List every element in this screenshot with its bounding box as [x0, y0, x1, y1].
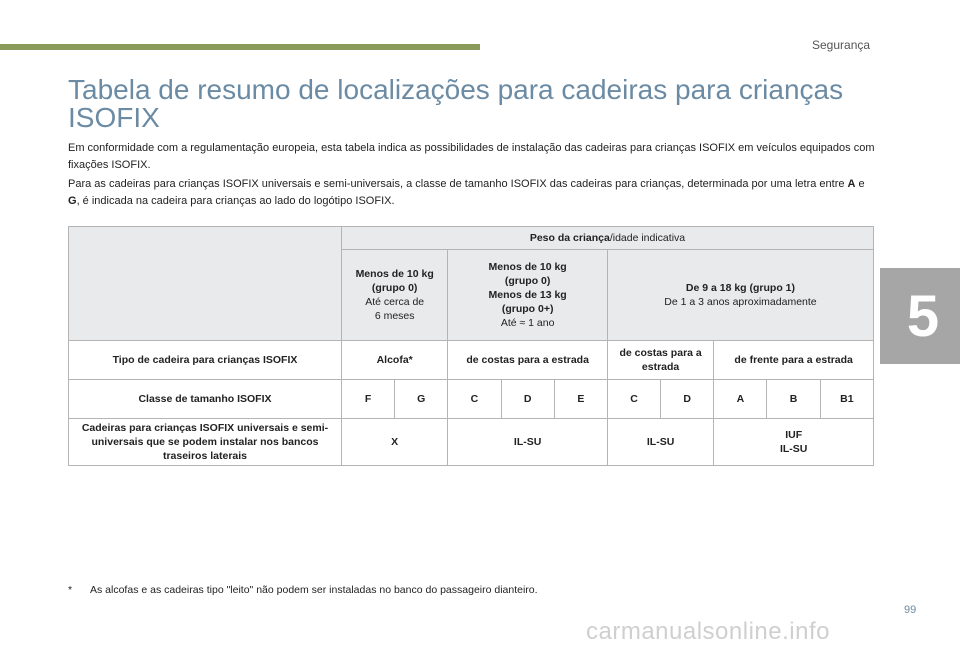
- group-weight: Menos de 13 kg: [488, 289, 567, 301]
- weight-header-cell: [341, 227, 873, 250]
- table-row: [69, 341, 874, 380]
- size-cell: D: [501, 380, 554, 419]
- chapter-number: 5: [906, 283, 940, 349]
- paragraph-text: , é indicada na cadeira para crianças ao lado do logótipo ISOFIX.: [76, 195, 395, 207]
- group-0plus-cell: [448, 250, 608, 341]
- universal-label-cell: Cadeiras para crianças ISOFIX universais e semi-universais que se podem instalar nos bancos traseiros laterais: [69, 419, 342, 466]
- header-accent-bar: [0, 44, 480, 50]
- intro-paragraph: Em conformidade com a regulamentação europeia, esta tabela indica as possibilidades de instalação das cadeiras para crianças ISOFIX em veículos equipados com fixações ISOFIX.: [68, 142, 875, 171]
- table-row: [69, 419, 874, 466]
- universal-value-cell: IL-SU: [448, 419, 608, 466]
- universal-value-cell: [714, 419, 874, 466]
- group-age: 6 meses: [374, 310, 415, 322]
- group-weight: Menos de 10 kg: [488, 261, 567, 273]
- paragraph-text: e: [855, 178, 865, 190]
- size-class-g: G: [68, 195, 77, 207]
- group-weight: De 9 a 18 kg (grupo 1): [685, 282, 796, 294]
- weight-header-bold: Peso da criança: [529, 232, 610, 244]
- group-weight: Menos de 10 kg: [355, 268, 434, 280]
- section-label: Segurança: [812, 38, 871, 52]
- group-name: (grupo 0): [504, 275, 551, 287]
- universal-value-line: IUF: [785, 429, 803, 441]
- footnote-text: As alcofas e as cadeiras tipo "leito" não podem ser instaladas no banco do passageiro dianteiro.: [90, 584, 538, 596]
- universal-value-line: IL-SU: [779, 443, 808, 455]
- group-age: De 1 a 3 anos aproximadamente: [664, 296, 817, 308]
- weight-header-rest: /idade indicativa: [609, 232, 686, 244]
- size-class-a: A: [847, 178, 856, 190]
- group-age: Até cerca de: [365, 296, 425, 308]
- group-1-cell: [607, 250, 873, 341]
- page-number: 99: [904, 604, 917, 616]
- type-cell: de costas para a estrada: [607, 341, 713, 380]
- group-0-cell: [341, 250, 447, 341]
- table-row: [69, 227, 874, 250]
- footnote: [68, 584, 538, 596]
- size-cell: D: [661, 380, 714, 419]
- size-cell: E: [554, 380, 607, 419]
- watermark: carmanualsonline.info: [586, 618, 830, 645]
- size-cell: C: [607, 380, 660, 419]
- table-row: [69, 380, 874, 419]
- universal-value-cell: X: [341, 419, 447, 466]
- group-name: (grupo 0+): [501, 303, 554, 315]
- group-name: (grupo 0): [371, 282, 418, 294]
- page-title: Tabela de resumo de localizações para cadeiras para crianças ISOFIX: [68, 74, 844, 133]
- size-class-paragraph: [68, 176, 876, 210]
- size-cell: F: [341, 380, 394, 419]
- size-cell: G: [395, 380, 448, 419]
- chapter-tab: [880, 268, 960, 364]
- universal-value-cell: IL-SU: [607, 419, 713, 466]
- group-age: Até ≈ 1 ano: [500, 317, 555, 329]
- size-cell: B: [767, 380, 820, 419]
- size-cell: C: [448, 380, 501, 419]
- empty-header-cell: [69, 227, 342, 341]
- size-cell: A: [714, 380, 767, 419]
- size-label-cell: Classe de tamanho ISOFIX: [69, 380, 342, 419]
- type-cell: de costas para a estrada: [448, 341, 608, 380]
- type-label-cell: Tipo de cadeira para crianças ISOFIX: [69, 341, 342, 380]
- footnote-marker: *: [68, 584, 73, 596]
- size-cell: B1: [820, 380, 873, 419]
- isofix-summary-table: [68, 226, 874, 466]
- type-cell: Alcofa*: [341, 341, 447, 380]
- paragraph-text: Para as cadeiras para crianças ISOFIX universais e semi-universais, a classe de tamanho ISOFIX das cadeiras para crianças, determinada por uma letra entre: [68, 178, 848, 190]
- type-cell: de frente para a estrada: [714, 341, 874, 380]
